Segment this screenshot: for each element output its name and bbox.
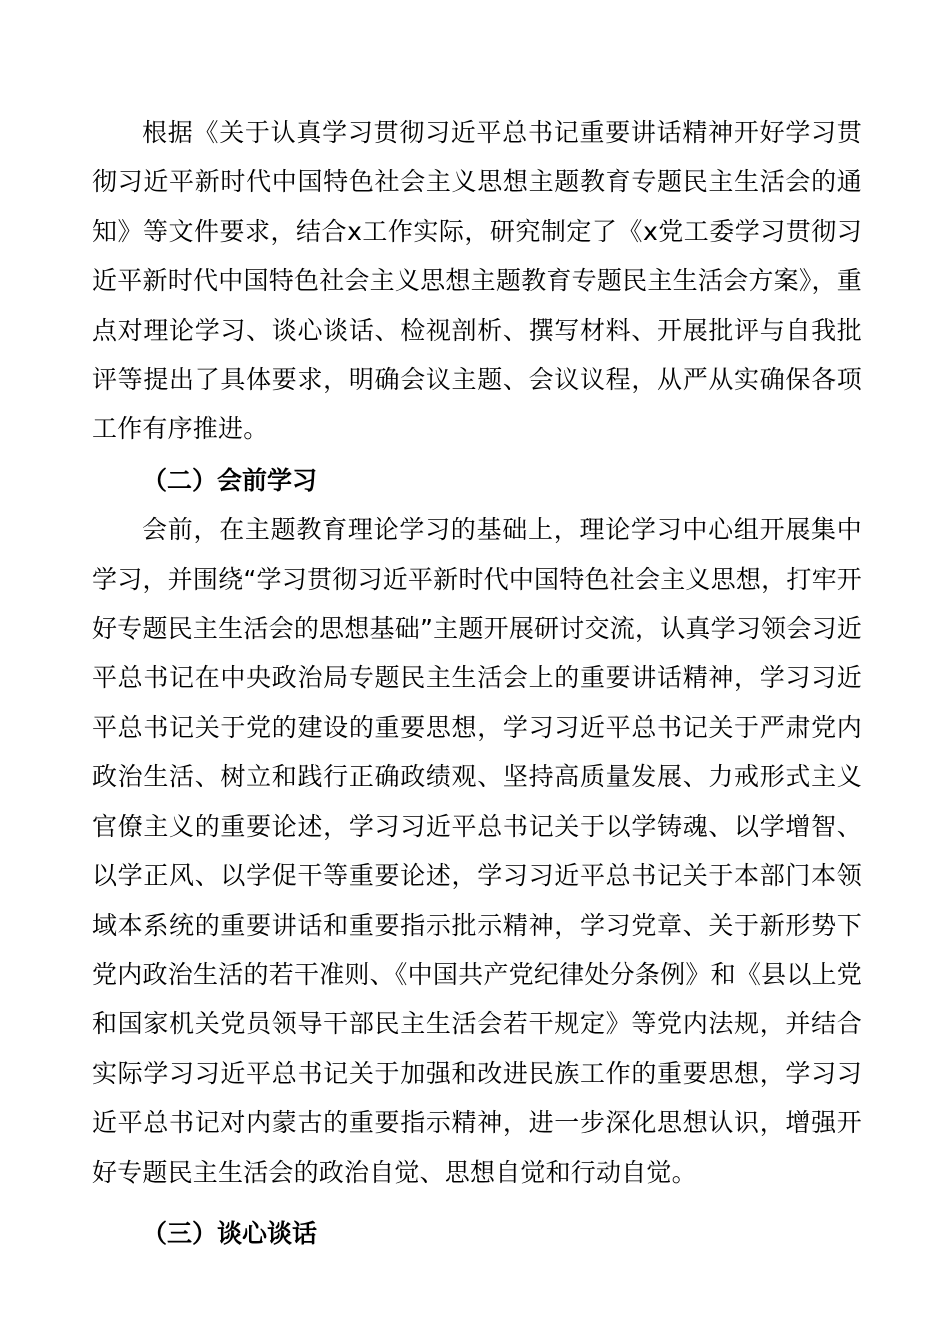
document-body — [92, 108, 862, 1258]
section-heading-heart-to-heart-talks: （三）谈心谈话 — [142, 1218, 318, 1248]
spacer — [92, 1197, 862, 1209]
paragraph-pre-meeting-study: 会前，在主题教育理论学习的基础上，理论学习中心组开展集中学习，并围绕“学习贯彻习近平新时代中国特色社会主义思想，打牢开好专题民主生活会的思想基础”主题开展研讨交流，认真学习领会习近平总书记在中央政治局专题民主生活会上的重要讲话精神，学习习近平总书记关于党的建设的重要思想，学习习近平总书记关于严肃党内政治生活、树立和践行正确政绩观、坚持高质量发展、力戒形式主义官僚主义的重要论述，学习习近平总书记关于以学铸魂、以学增智、以学正风、以学促干等重要论述，学习习近平总书记关于本部门本领域本系统的重要讲话和重要指示批示精神，学习党章、关于新形势下党内政治生活的若干准则、《中国共产党纪律处分条例》和《县以上党和国家机关党员领导干部民主生活会若干规定》等党内法规，并结合实际学习习近平总书记关于加强和改进民族工作的重要思想，学习习近平总书记对内蒙古的重要指示精神，进一步深化思想认识，增强开好专题民主生活会的政治自觉、思想自觉和行动自觉。 — [92, 515, 862, 1187]
paragraph-plan-formulation: 根据《关于认真学习贯彻习近平总书记重要讲话精神开好学习贯彻习近平新时代中国特色社会主义思想主题教育专题民主生活会的通知》等文件要求，结合x工作实际，研究制定了《x党工委学习贯彻习近平新时代中国特色社会主义思想主题教育专题民主生活会方案》，重点对理论学习、谈心谈话、检视剖析、撰写材料、开展批评与自我批评等提出了具体要求，明确会议主题、会议议程，从严从实确保各项工作有序推进。 — [92, 118, 862, 444]
section-heading-pre-meeting-study: （二）会前学习 — [142, 465, 318, 495]
